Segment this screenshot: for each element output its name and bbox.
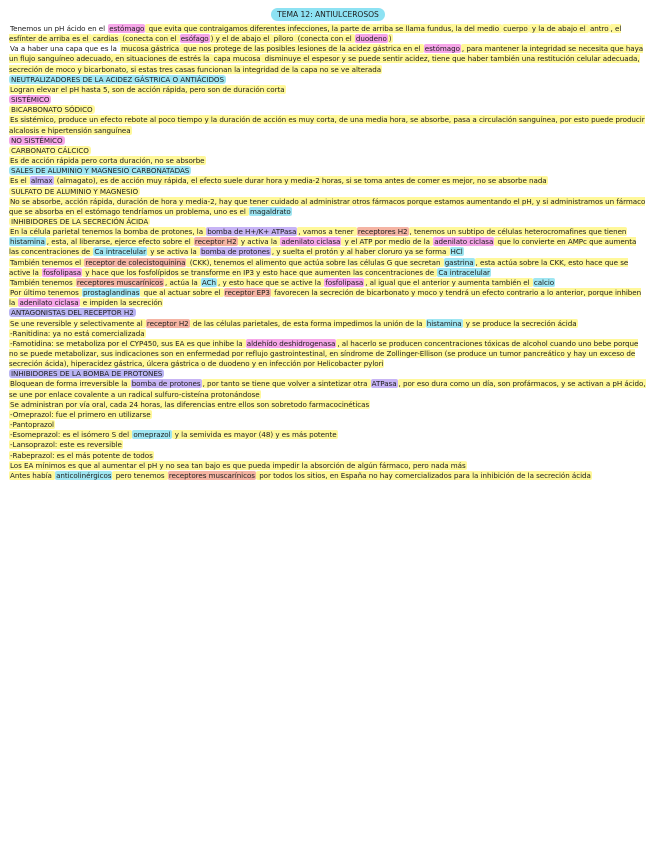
text-run: Se une reversible y selectivamente al: [10, 318, 145, 328]
paragraph: [9, 288, 647, 308]
text-run: de las células parietales, de esta forma impedimos la unión de la: [190, 318, 425, 328]
paragraph: [9, 420, 647, 430]
text-run: Tenemos un pH ácido en el: [10, 24, 108, 33]
section-heading: [9, 187, 647, 197]
text-run: y activa la: [238, 237, 280, 247]
highlighted-term: adenilato ciclasa: [19, 298, 79, 308]
text-run: -Famotidina: se metaboliza por el CYP450, sus EA es que inhibe la: [10, 338, 245, 348]
text-run: Logran elevar el pH hasta 5, son de acción rápida, pero son de duración corta: [10, 84, 285, 94]
section-heading: [9, 308, 647, 318]
highlighted-term: omeprazol: [133, 430, 171, 440]
text-run: por todos los sitios, en España no hay comercializados para la inhibición de la secreción ácida: [256, 470, 591, 480]
text-run: disminuye el espesor y se puede sentir acidez, tiene que haber también una restitución celular adecuada, secreción de moco y bicarbonato, si estas tres casas funcionan la integridad de la capa no se ve alterada: [9, 54, 640, 74]
heading-text: INHIBIDORES DE LA BOMBA DE PROTONES: [11, 369, 163, 379]
text-run: que al actuar sobre el: [141, 288, 223, 298]
document-body: [9, 24, 647, 481]
title-row: [9, 8, 647, 21]
paragraph: [9, 319, 647, 329]
page-title: TEMA 12: ANTIULCEROSOS: [271, 8, 385, 21]
highlighted-term: receptor EP3: [224, 288, 270, 298]
heading-text: SISTÉMICO: [11, 95, 50, 105]
highlighted-term: Ca intracelular: [438, 267, 490, 277]
text-run: También tenemos: [10, 277, 75, 287]
highlighted-term: receptores H2: [357, 227, 408, 237]
text-run: (CKK), tenemos el alimento que actúa sobre las células G que secretan: [187, 257, 443, 267]
highlighted-term: aldehído deshidrogenasa: [246, 338, 336, 348]
highlighted-term: esófago: [180, 34, 209, 44]
highlighted-term: histamina: [426, 318, 462, 328]
text-run: -Ranitidina: ya no está comercializada: [10, 328, 145, 338]
paragraph: [9, 471, 647, 481]
highlighted-term: ACh: [201, 277, 217, 287]
text-run: antro: [589, 24, 609, 33]
text-run: (conecta con el: [120, 34, 179, 44]
highlighted-term: bomba de protones: [131, 379, 201, 389]
text-run: , por eso dura como un día, son profármacos, y se activan a pH ácido, se une por enlace covalente a un radical sulfuro-cisteína protonándose: [9, 379, 646, 399]
highlighted-term: receptor H2: [146, 318, 189, 328]
text-run: que nos protege de las posibles lesiones de la acidez gástrica en el: [181, 44, 423, 54]
paragraph: [9, 197, 647, 217]
text-run: favorecen la secreción de bicarbonato y moco y tendrá un efecto contrario a lo anterior, porque inhiben la: [9, 288, 642, 308]
text-run: , el esfínter de arriba es el: [9, 24, 622, 44]
highlighted-term: HCl: [450, 247, 463, 257]
text-run: Es sistémico, produce un efecto rebote al poco tiempo y la duración de acción es muy corta, de una media hora, se absorbe, pasa a circulación sanguínea, por esto puede producir alcalosis e hipertensión sanguínea: [9, 115, 645, 135]
text-run: e impiden la secreción: [80, 298, 163, 308]
paragraph: [9, 44, 647, 74]
text-run: píloro: [273, 34, 294, 44]
paragraph: [9, 410, 647, 420]
text-run: que lo convierte en AMPc que aumenta las concentraciones de: [9, 237, 637, 257]
section-heading: [9, 369, 647, 379]
highlighted-term: fosfolipasa: [43, 267, 82, 277]
text-run: , vamos a tener: [298, 227, 356, 237]
heading-text: NO SISTÉMICO: [11, 135, 63, 145]
text-run: , para mantener la integridad se necesita que haya un flujo sanguíneo adecuado, en situaciones de estrés la: [9, 44, 644, 64]
paragraph: [9, 379, 647, 399]
section-heading: [9, 136, 647, 146]
text-run: y se produce la secreción ácida: [463, 318, 577, 328]
highlighted-term: Ca intracelular: [94, 247, 147, 257]
text-run: Los EA mínimos es que al aumentar el pH y no sea tan bajo es que pueda impedir la absorción de algún fármaco, pero nada más: [10, 460, 466, 470]
section-heading: [9, 75, 647, 85]
highlighted-term: estómago: [109, 24, 145, 33]
paragraph: [9, 430, 647, 440]
highlighted-term: fosfolipasa: [325, 277, 364, 287]
highlighted-term: receptor de colecistoquinina: [85, 257, 186, 267]
text-run: y el ATP por medio de la: [342, 237, 433, 247]
text-run: , al hacerlo se producen concentraciones tóxicas de alcohol cuando uno bebe porque no se puede metabolizar, sus indicaciones son en enfermedad por reflujo gastrointestinal, en síndrome de Zollinger-Ellison (se produce un tumor pancreático y hay un exceso de secreción ácida), hiperacidez gástrica, úlcera gástrica o de duodeno y en infección por Helicobacter pylori: [9, 338, 639, 369]
text-run: Es de acción rápida pero corta duración, no se absorbe: [10, 156, 205, 166]
text-run: , tenemos un subtipo de células heterocromafines que tienen: [409, 227, 627, 237]
text-run: , y esto hace que se active la: [218, 277, 324, 287]
highlighted-term: receptores muscarínicos: [76, 277, 163, 287]
highlighted-term: prostaglandinas: [83, 288, 140, 298]
highlighted-term: histamina: [10, 237, 45, 247]
text-run: No se absorbe, acción rápida, duración de hora y media-2, hay que tener cuidado al administrar otros fármacos porque estamos aumentando el pH, y si administramos un fármaco que se absorba en el estómago tendríamos un problema, uno es el: [9, 196, 646, 216]
text-run: cuerpo: [503, 24, 528, 33]
section-heading: [9, 166, 647, 176]
text-run: , actúa la: [165, 277, 200, 287]
section-heading: [9, 105, 647, 115]
highlighted-term: ATPasa: [371, 379, 397, 389]
section-heading: [9, 95, 647, 105]
heading-text: SALES DE ALUMINIO Y MAGNESIO CARBONATADAS: [11, 166, 190, 176]
text-run: -Lansoprazol: este es reversible: [10, 440, 122, 450]
text-run: -Esomeprazol: es el isómero S del: [10, 430, 132, 440]
text-run: Va a haber una capa que es la: [10, 44, 120, 54]
text-run: capa mucosa: [213, 54, 261, 64]
highlighted-term: duodeno: [355, 34, 387, 44]
highlighted-term: receptor H2: [194, 237, 237, 247]
paragraph: [9, 115, 647, 135]
text-run: Bloquean de forma irreversible la: [10, 379, 130, 389]
text-run: , esta, al liberarse, ejerce efecto sobre el: [46, 237, 193, 247]
highlighted-term: receptores muscarínicos: [168, 470, 255, 480]
highlighted-term: adenilato ciclasa: [434, 237, 494, 247]
heading-text: NEUTRALIZADORES DE LA ACIDEZ GÁSTRICA O ANTIÁCIDOS: [11, 74, 224, 84]
text-run: (conecta con el: [295, 34, 354, 44]
text-run: y la de abajo el: [529, 24, 588, 33]
paragraph: [9, 339, 647, 369]
text-run: También tenemos el: [10, 257, 84, 267]
text-run: -Omeprazol: fue el primero en utilizarse: [10, 409, 151, 419]
text-run: ) y el de abajo el: [210, 34, 272, 44]
heading-text: INHIBIDORES DE LA SECRECIÓN ÁCIDA: [11, 216, 149, 226]
paragraph: [9, 440, 647, 450]
text-run: y hace que los fosfolípidos se transforme en IP3 y esto hace que aumenten las concentraciones de: [83, 267, 437, 277]
paragraph: [9, 258, 647, 278]
section-heading: [9, 217, 647, 227]
text-run: , al igual que el anterior y aumenta también el: [365, 277, 532, 287]
text-run: En la célula parietal tenemos la bomba de protones, la: [10, 227, 206, 237]
text-run: Por último tenemos: [10, 288, 81, 298]
text-run: , por tanto se tiene que volver a sintetizar otra: [202, 379, 370, 389]
paragraph: [9, 400, 647, 410]
text-run: , esta actúa sobre la CKK, esto hace que se active la: [9, 257, 629, 277]
text-run: , y suelta el protón y al haber cloruro ya se forma: [271, 247, 449, 257]
text-run: y se activa la: [148, 247, 199, 257]
section-heading: [9, 146, 647, 156]
text-run: que evita que contraigamos diferentes infecciones, la parte de arriba se llama fundus, la del medio: [146, 24, 502, 33]
paragraph: [9, 461, 647, 471]
text-run: cardias: [92, 34, 119, 44]
text-run: Antes había: [10, 470, 55, 480]
text-run: Es el: [10, 176, 29, 186]
highlighted-term: bomba de protones: [200, 247, 270, 257]
paragraph: [9, 451, 647, 461]
heading-text: ANTAGONISTAS DEL RECEPTOR H2: [11, 308, 134, 318]
text-run: y la semivida es mayor (48) y es más potente: [172, 430, 337, 440]
highlighted-term: magaldrato: [250, 206, 291, 216]
highlighted-term: adenilato ciclasa: [281, 237, 341, 247]
text-run: -Rabeprazol: es el más potente de todos: [10, 450, 153, 460]
text-run: pero tenemos: [113, 470, 167, 480]
heading-text: CARBONATO CÁLCICO: [11, 145, 89, 155]
heading-text: BICARBONATO SÓDICO: [11, 105, 93, 115]
paragraph: [9, 227, 647, 257]
paragraph: [9, 176, 647, 186]
highlighted-term: anticolinérgicos: [56, 470, 112, 480]
text-run: Se administran por vía oral, cada 24 horas, las diferencias entre ellos son sobretodo farmacocinéticas: [10, 399, 370, 409]
highlighted-term: calcio: [533, 277, 555, 287]
highlighted-term: gastrina: [444, 257, 474, 267]
paragraph: [9, 156, 647, 166]
highlighted-term: almax: [30, 176, 53, 186]
paragraph: [9, 329, 647, 339]
text-run: ): [388, 34, 392, 44]
heading-text: SULFATO DE ALUMINIO Y MAGNESIO: [11, 186, 139, 196]
text-run: (almagato), es de acción muy rápida, el efecto suele durar hora y media-2 horas, si se toma antes de comer es mejor, no se absorbe nada: [54, 176, 547, 186]
highlighted-term: estómago: [424, 44, 460, 54]
paragraph: [9, 278, 647, 288]
highlighted-term: bomba de H+/K+ ATPasa: [207, 227, 297, 237]
paragraph: [9, 85, 647, 95]
paragraph: [9, 24, 647, 44]
text-run: -Pantoprazol: [10, 420, 54, 430]
text-run: mucosa gástrica: [121, 44, 180, 54]
